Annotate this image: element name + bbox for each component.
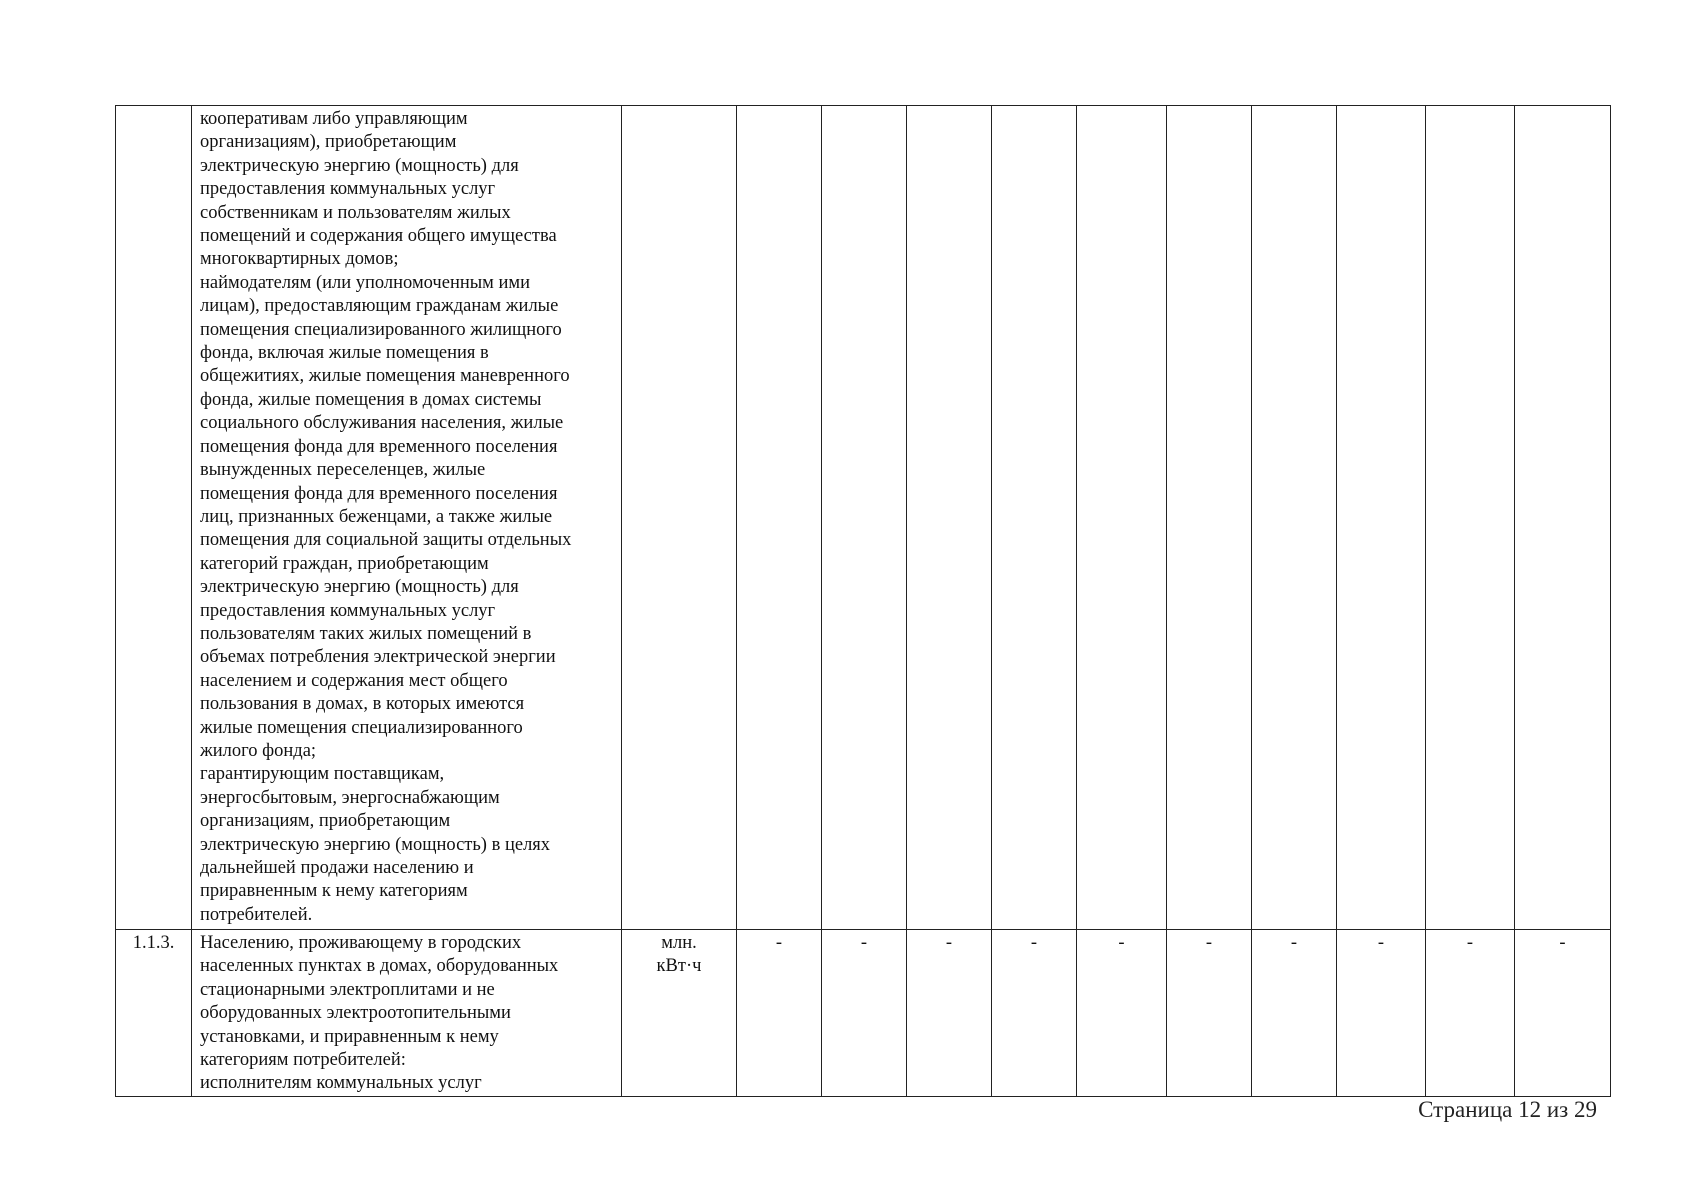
- text-line: жилого фонда;: [200, 740, 317, 761]
- text-line: лицам), предоставляющим гражданам жилые: [200, 296, 559, 317]
- row-number-cell: 1.1.3.: [116, 930, 192, 1097]
- value-cell: -: [992, 930, 1077, 1097]
- value-cell: -: [737, 930, 822, 1097]
- row-name-cell: [192, 930, 622, 1097]
- text-line: категорий граждан, приобретающим: [200, 553, 489, 574]
- text-line: кооперативам либо управляющим: [200, 109, 468, 129]
- row-number-cell: [116, 106, 192, 930]
- text-line: общежитиях, жилые помещения маневренного: [200, 366, 570, 387]
- row-name-text: [200, 932, 613, 1096]
- text-line: объемах потребления электрической энергии: [200, 647, 556, 668]
- text-line: энергосбытовым, энергоснабжающим: [200, 787, 500, 808]
- text-line: вынужденных переселенцев, жилые: [200, 460, 486, 481]
- value-cell: -: [907, 930, 992, 1097]
- value-cell: [907, 106, 992, 930]
- text-line: категориям потребителей:: [200, 1050, 406, 1071]
- text-line: помещения специализированного жилищного: [200, 319, 562, 340]
- text-line: пользования в домах, в которых имеются: [200, 694, 525, 715]
- value-cell: -: [1167, 930, 1252, 1097]
- text-line: потребителей.: [200, 904, 313, 925]
- value-cell: [1167, 106, 1252, 930]
- text-line: наймодателям (или уполномоченным ими: [200, 272, 531, 293]
- text-line: установками, и приравненным к нему: [200, 1026, 499, 1047]
- text-line: помещения фонда для временного поселения: [200, 483, 558, 504]
- value-cell: -: [1426, 930, 1515, 1097]
- text-line: помещений и содержания общего имущества: [200, 226, 557, 247]
- text-line: населенных пунктах в домах, оборудованных: [200, 956, 559, 977]
- unit-line: кВт·ч: [656, 956, 702, 977]
- text-line: предоставления коммунальных услуг: [200, 600, 496, 621]
- value-cell: [1077, 106, 1167, 930]
- value-cell: [1252, 106, 1337, 930]
- text-line: собственникам и пользователям жилых: [200, 202, 511, 223]
- value-cell: -: [1077, 930, 1167, 1097]
- text-line: приравненным к нему категориям: [200, 881, 468, 902]
- value-cell: -: [822, 930, 907, 1097]
- value-cell: -: [1515, 930, 1611, 1097]
- text-line: гарантирующим поставщикам,: [200, 764, 445, 785]
- text-line: организациям), приобретающим: [200, 132, 457, 153]
- text-line: фонда, включая жилые помещения в: [200, 343, 489, 364]
- table-row-1-1-3: [116, 930, 1611, 1097]
- text-line: пользователям таких жилых помещений в: [200, 623, 532, 644]
- text-line: фонда, жилые помещения в домах системы: [200, 389, 542, 410]
- text-line: организациям, приобретающим: [200, 811, 451, 832]
- unit-cell: [622, 106, 737, 930]
- page-number: Страница 12 из 29: [1418, 1097, 1597, 1122]
- unit-line: млн.: [661, 933, 697, 953]
- text-line: лиц, признанных беженцами, а также жилые: [200, 506, 553, 527]
- tariff-balance-table: [115, 105, 1611, 1097]
- text-line: исполнителям коммунальных услуг: [200, 1073, 482, 1094]
- text-line: предоставления коммунальных услуг: [200, 179, 496, 200]
- text-line: электрическую энергию (мощность) в целях: [200, 834, 551, 855]
- value-cell: [992, 106, 1077, 930]
- value-cell: [737, 106, 822, 930]
- text-line: Населению, проживающему в городских: [200, 933, 522, 953]
- text-line: населением и содержания мест общего: [200, 670, 508, 691]
- text-line: электрическую энергию (мощность) для: [200, 155, 519, 176]
- unit-cell: [622, 930, 737, 1097]
- text-line: стационарными электроплитами и не: [200, 979, 495, 1000]
- text-line: многоквартирных домов;: [200, 249, 399, 270]
- row-name-text: [200, 108, 613, 927]
- table-row-continuation: [116, 106, 1611, 930]
- text-line: помещения фонда для временного поселения: [200, 436, 558, 457]
- row-name-cell: [192, 106, 622, 930]
- value-cell: -: [1337, 930, 1426, 1097]
- value-cell: [1426, 106, 1515, 930]
- text-line: дальнейшей продажи населению и: [200, 858, 474, 878]
- text-line: социального обслуживания населения, жилые: [200, 413, 564, 434]
- text-line: электрическую энергию (мощность) для: [200, 577, 519, 598]
- text-line: помещения для социальной защиты отдельных: [200, 530, 572, 551]
- text-line: оборудованных электроотопительными: [200, 1003, 511, 1024]
- value-cell: [822, 106, 907, 930]
- value-cell: [1515, 106, 1611, 930]
- text-line: жилые помещения специализированного: [200, 717, 523, 738]
- value-cell: [1337, 106, 1426, 930]
- value-cell: -: [1252, 930, 1337, 1097]
